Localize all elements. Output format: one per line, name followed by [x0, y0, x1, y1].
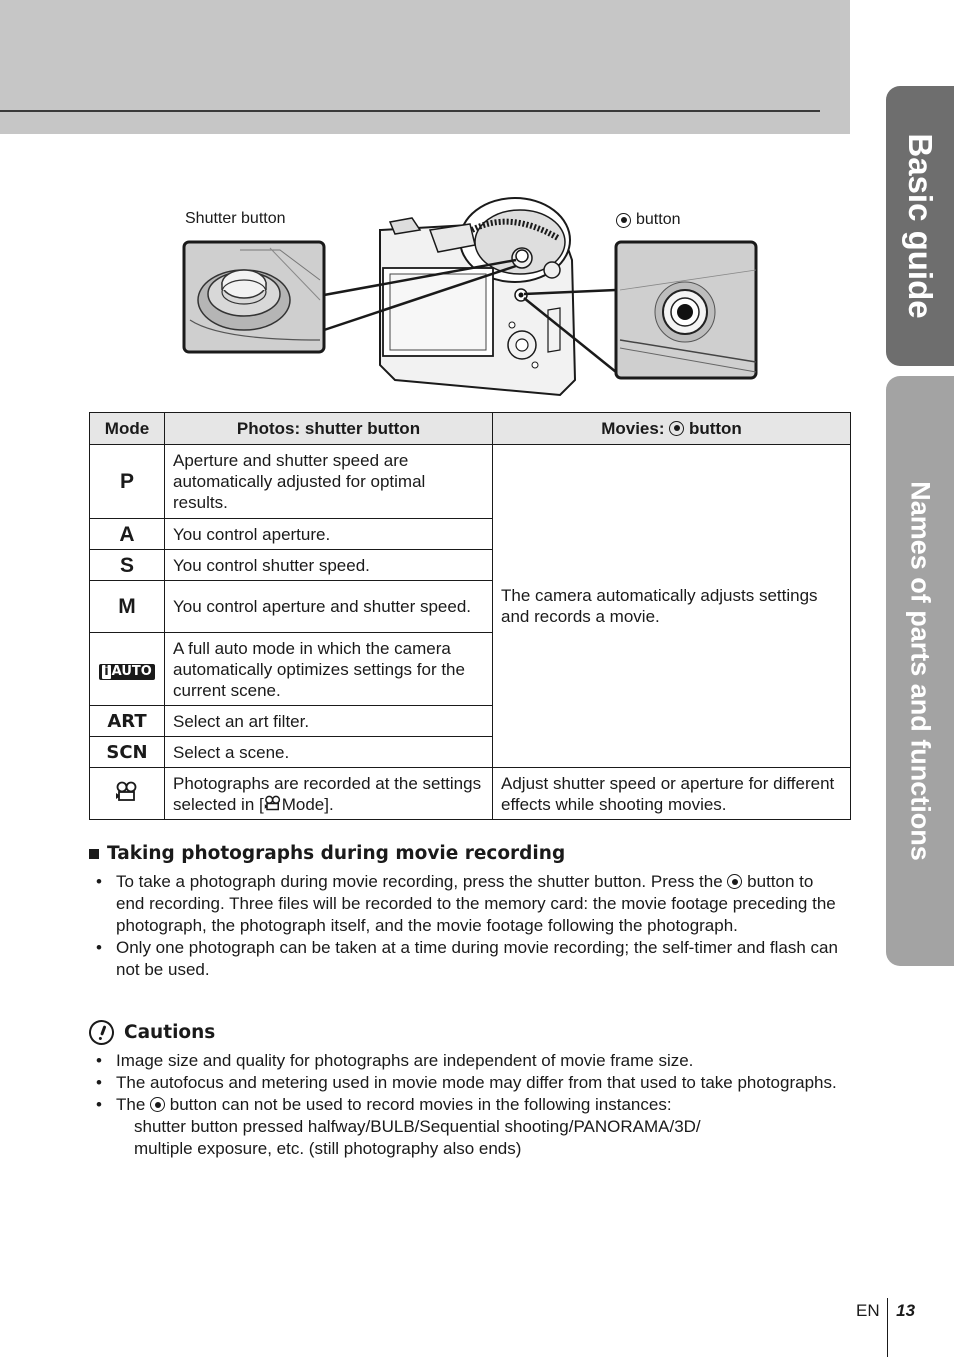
list-item: • Image size and quality for photographs are independent of movie frame size. [96, 1051, 694, 1070]
list-item: • The button can not be used to record movies in the following instances: shutter button pressed halfway/BULB/Sequential shooting/PANORAMA/3D/ multiple exposure, etc. (still photography also ends) [96, 1095, 701, 1158]
side-tab-basic-guide[interactable] [886, 86, 954, 366]
header-movies [493, 413, 851, 445]
photo-cell: A full auto mode in which the camera automatically optimizes settings for the current scene. [165, 633, 493, 706]
movie-record-icon [727, 874, 742, 889]
section-heading-text: Taking photographs during movie recording [107, 843, 566, 864]
photo-cell: You control aperture and shutter speed. [165, 581, 493, 633]
movie-shared-cell: The camera automatically adjusts settings and records a movie. [493, 445, 851, 768]
photo-recording-list [96, 871, 846, 981]
photo-cell: You control shutter speed. [165, 550, 493, 581]
bullet-dot: • [96, 872, 102, 891]
header-movies-suffix: button [688, 418, 742, 438]
movie-mode-icon [264, 795, 282, 812]
camera-body-image [380, 198, 575, 395]
movie-mode-icon [115, 781, 139, 803]
shutter-closeup-image [184, 242, 324, 352]
mode-cell: A [90, 519, 165, 550]
movie-record-icon [150, 1097, 165, 1112]
header-mode: Mode [90, 413, 165, 445]
bullet-dot: • [96, 1095, 102, 1114]
photo-cell: Select a scene. [165, 737, 493, 768]
mode-table [89, 412, 851, 820]
cautions-list [96, 1050, 846, 1160]
bullet-dot: • [96, 1051, 102, 1070]
photo-cell: Photographs are recorded at the settings selected in [ Mode]. [165, 768, 493, 820]
list-item: • The autofocus and metering used in movie mode may differ from that used to take photographs. [96, 1073, 837, 1092]
footer-language: EN [856, 1301, 880, 1320]
mode-cell: P [90, 445, 165, 519]
list-item: • Only one photograph can be taken at a time during movie recording; the self-timer and flash can not be used. [96, 938, 838, 979]
photo-cell: Aperture and shutter speed are automatically adjusted for optimal results. [165, 445, 493, 519]
movie-button-callout-label: button [636, 211, 681, 228]
table-row [90, 445, 851, 519]
movie-record-icon [616, 213, 631, 228]
header-movies-prefix: Movies: [601, 418, 665, 438]
page-footer [856, 1298, 915, 1357]
mode-cell-iauto [90, 633, 165, 706]
side-tab-names-of-parts[interactable] [886, 376, 954, 966]
header-rule [0, 110, 820, 112]
side-tab-basic-guide-label: Basic guide [902, 133, 939, 319]
camera-figure [180, 190, 770, 400]
cautions-heading [89, 1020, 215, 1045]
square-bullet-icon [89, 849, 99, 859]
movie-record-icon [669, 421, 684, 436]
page-number: 13 [896, 1301, 916, 1320]
header-band [0, 0, 850, 134]
table-row [90, 768, 851, 820]
mode-cell: S [90, 550, 165, 581]
side-tab-names-of-parts-label: Names of parts and functions [905, 481, 936, 861]
mode-cell: M [90, 581, 165, 633]
footer-divider [887, 1298, 889, 1357]
photo-cell: Select an art filter. [165, 706, 493, 737]
caution-icon [85, 1016, 117, 1048]
mode-cell-movie [90, 768, 165, 820]
header-photos: Photos: shutter button [165, 413, 493, 445]
movie-cell: Adjust shutter speed or aperture for different effects while shooting movies. [493, 768, 851, 820]
iauto-mode-icon: i AUTO [99, 664, 155, 680]
mode-cell: SCN [90, 737, 165, 768]
movie-button-callout [616, 211, 680, 229]
section-heading [89, 843, 565, 864]
bullet-dot: • [96, 1073, 102, 1092]
cautions-heading-text: Cautions [124, 1022, 216, 1043]
shutter-button-callout: Shutter button [185, 210, 286, 227]
mode-cell: ART [90, 706, 165, 737]
movie-button-closeup-image [616, 242, 756, 378]
bullet-dot: • [96, 938, 102, 957]
table-header-row [90, 413, 851, 445]
list-item: • To take a photograph during movie recording, press the shutter button. Press the button to end recording. Three files will be recorded to the memory card: the movie footage preceding the photograph, the photograph itself, and the movie footage following the photograph. [96, 872, 836, 935]
photo-cell: You control aperture. [165, 519, 493, 550]
